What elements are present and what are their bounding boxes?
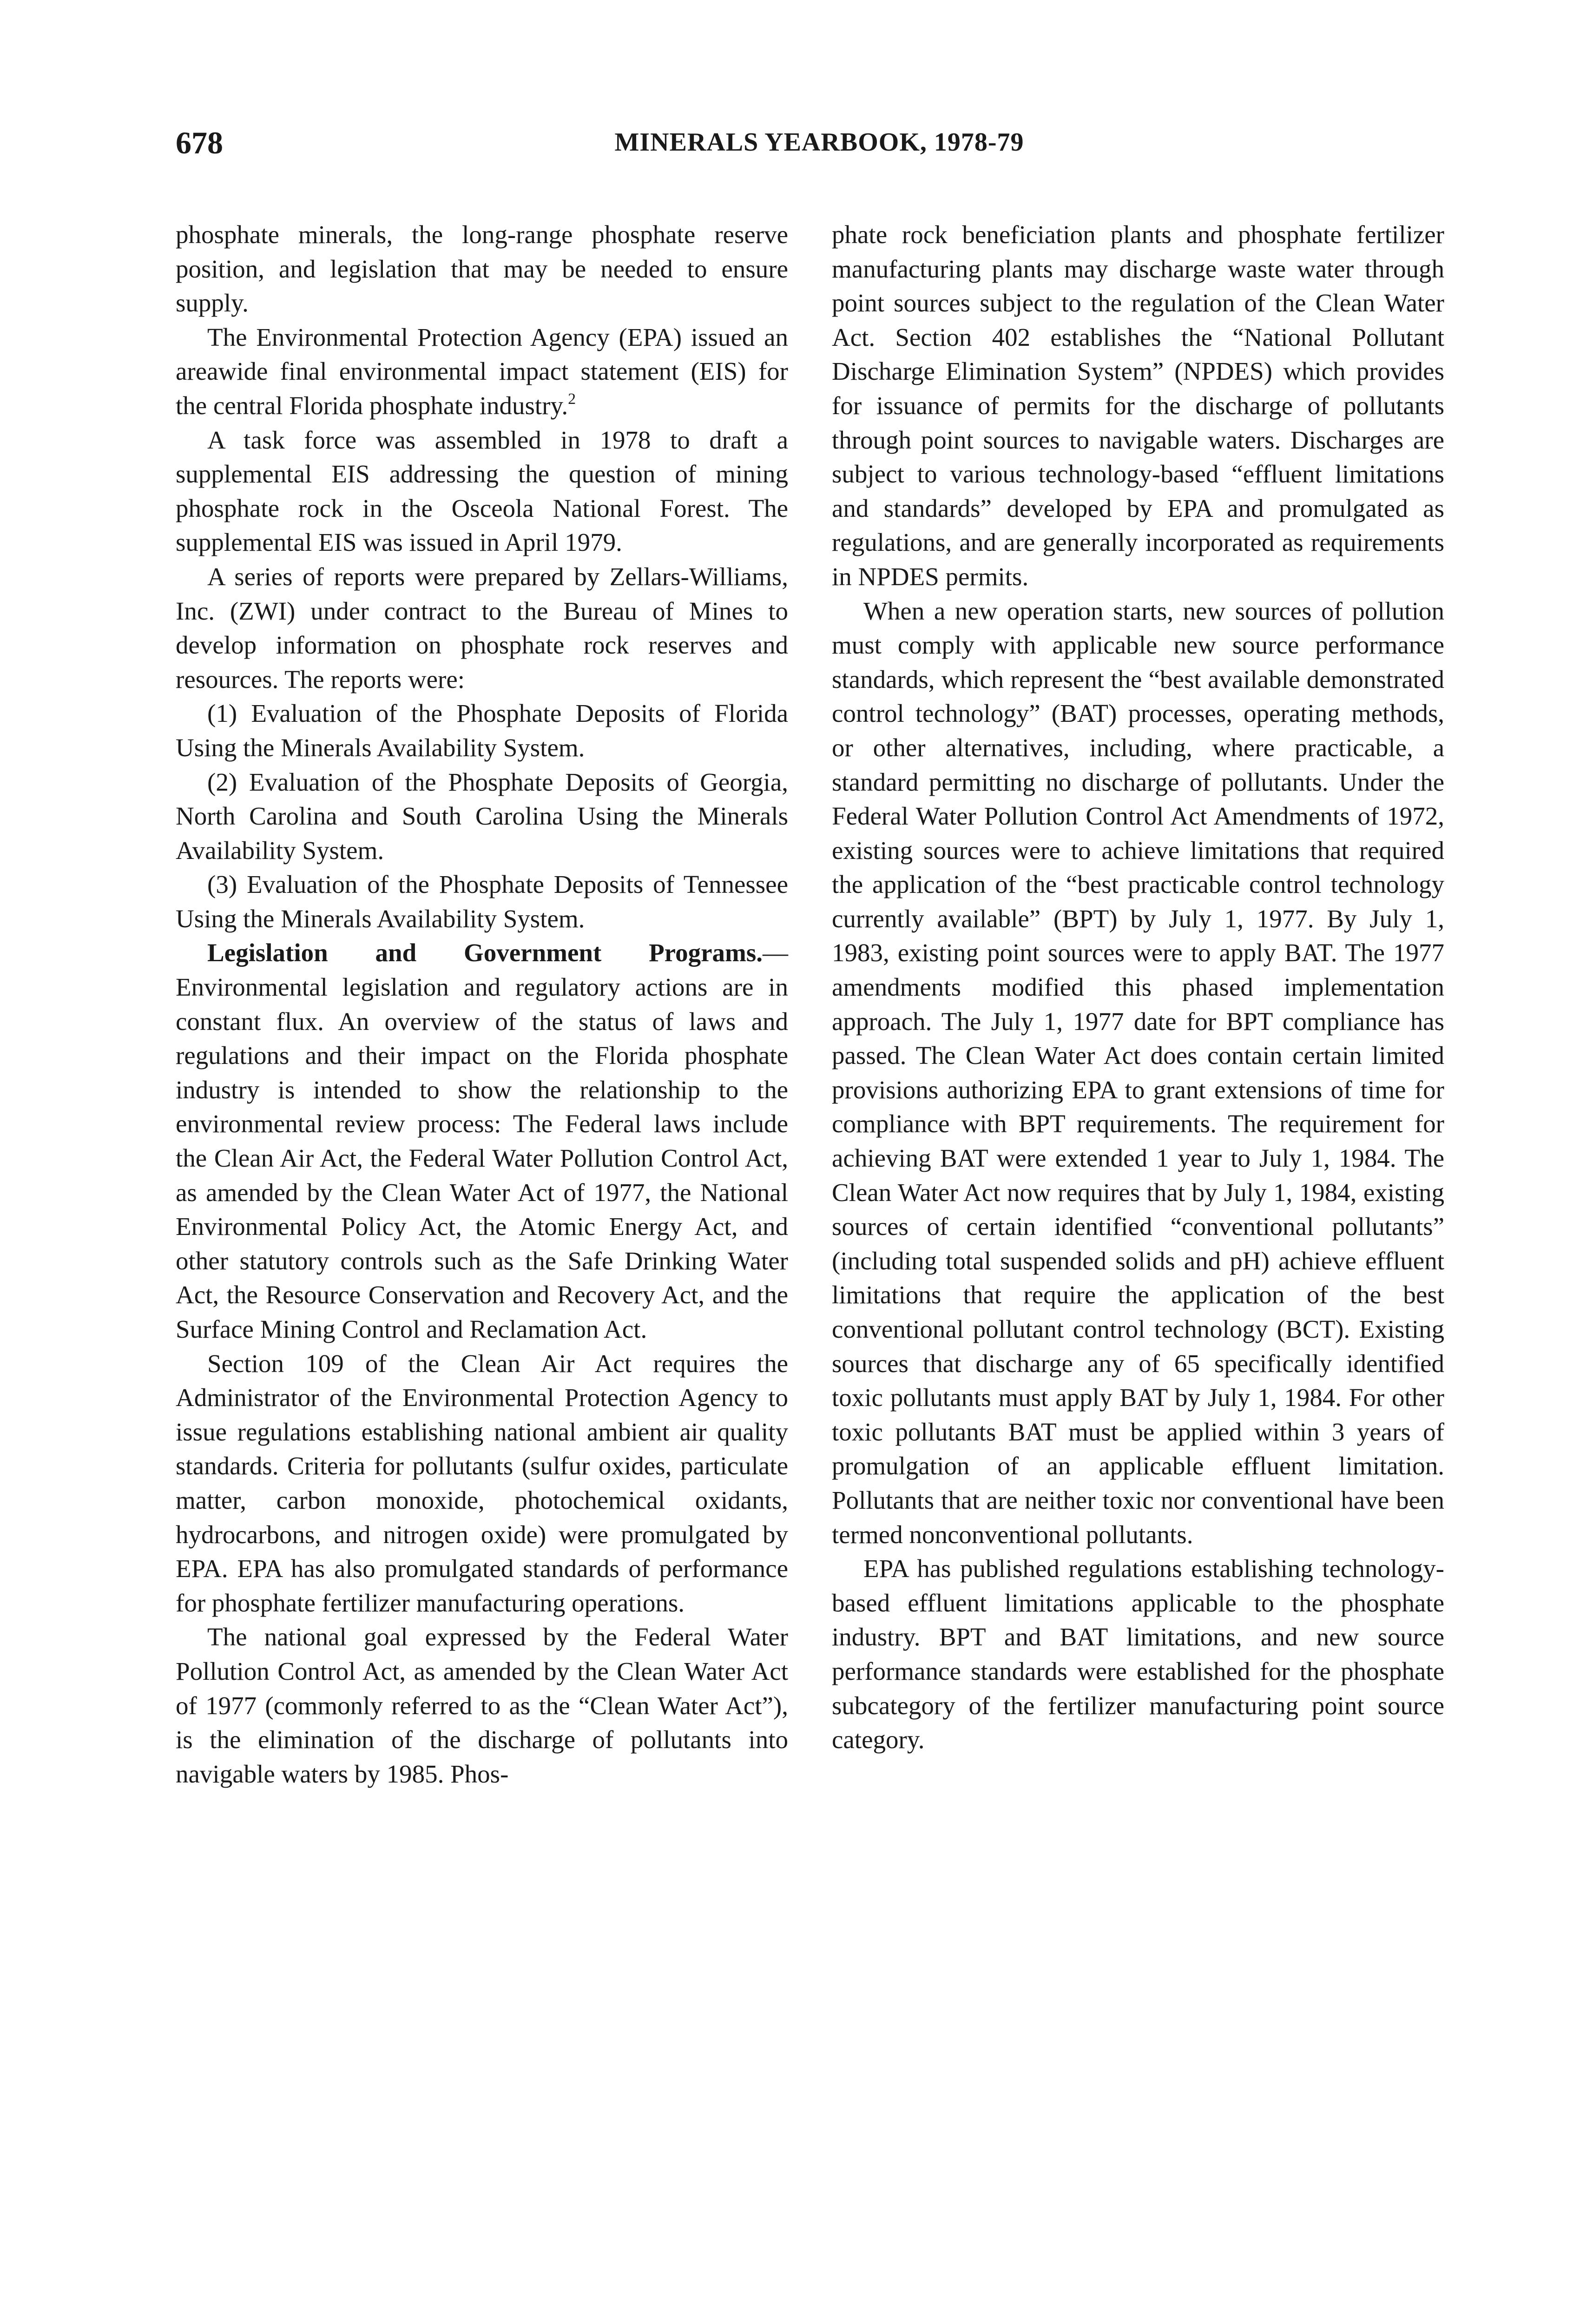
- paragraph: A series of reports were prepared by Zellars-Williams, Inc. (ZWI) under contract to the Bureau of Mines to develop information on phosphate rock reserves and resources. The reports were:: [176, 562, 788, 693]
- paragraph: A task force was assembled in 1978 to draft a supplemental EIS addressing the question of mining phosphate rock in the Osceola National Forest. The supplemental EIS was issued in April 1979.: [176, 425, 788, 557]
- page-header: [176, 125, 1463, 176]
- footnote-ref: 2: [568, 390, 576, 408]
- paragraph: When a new operation starts, new sources of pollution must comply with applicable new source performance standards, which represent the “best available demonstrated control technology” (BAT) processes, operating methods, or other alternatives, including, where practicable, a standard permitting no discharge of pollutants. Under the Federal Water Pollution Control Act Amendments of 1972, existing sources were to achieve limitations that required the application of the “best practicable control technology currently available” (BPT) by July 1, 1977. By July 1, 1983, existing point sources were to apply BAT. The 1977 amendments modified this phased implementation approach. The July 1, 1977 date for BPT compliance has passed. The Clean Water Act does contain certain limited provisions authorizing EPA to grant extensions of time for compliance with BPT requirements. The requirement for achieving BAT were extended 1 year to July 1, 1984. The Clean Water Act now requires that by July 1, 1984, existing sources of certain identified “conventional pollutants” (including total suspended solids and pH) achieve effluent limitations that require the application of the best conventional pollutant control technology (BCT). Existing sources that discharge any of 65 specifically identified toxic pollutants must apply BAT by July 1, 1984. For other toxic pollutants BAT must be applied within 3 years of promulgation of an applicable effluent limitation. Pollutants that are neither toxic nor conventional have been termed nonconventional pollutants.: [832, 596, 1444, 1549]
- paragraph: Section 109 of the Clean Air Act requires the Administrator of the Environmental Protection Agency to issue regulations establishing national ambient air quality standards. Criteria for pollutants (sulfur oxides, particulate matter, carbon monoxide, photochemical oxidants, hydrocarbons, and nitrogen oxide) were promulgated by EPA. EPA has also promulgated standards of performance for phosphate fertilizer manufacturing operations.: [176, 1349, 788, 1617]
- paragraph: [176, 936, 788, 1346]
- list-item: (2) Evaluation of the Phosphate Deposits of Georgia, North Carolina and South Carolina Using the Minerals Availability System.: [176, 767, 788, 865]
- running-head: MINERALS YEARBOOK, 1978-79: [614, 128, 1024, 157]
- list-item: (3) Evaluation of the Phosphate Deposits of Tennessee Using the Minerals Availability System.: [176, 870, 788, 933]
- paragraph: phosphate minerals, the long-range phosphate reserve position, and legislation that may be needed to ensure supply.: [176, 220, 788, 317]
- paragraph-text: —Environmental legislation and regulatory actions are in constant flux. An overview of the status of laws and regulations and their impact on the Florida phosphate industry is intended to show the relationship to the environmental review process: The Federal laws include the Clean Air Act, the Federal Water Pollution Control Act, as amended by the Clean Water Act of 1977, the National Environmental Policy Act, the Atomic Energy Act, and other statutory controls such as the Safe Drinking Water Act, the Resource Conservation and Recovery Act, and the Surface Mining Control and Reclamation Act.: [176, 938, 788, 1343]
- page-number: 678: [176, 125, 223, 160]
- paragraph-text: The Environmental Protection Agency (EPA) issued an areawide final environmental impact statement (EIS) for the central Florida phosphate industry.: [176, 323, 788, 420]
- section-heading: Legislation and Government Programs.: [207, 938, 763, 967]
- paragraph: EPA has published regulations establishing technology-based effluent limitations applicable to the phosphate industry. BPT and BAT limitations, and new source performance standards were established for the phosphate subcategory of the fertilizer manufacturing point source category.: [832, 1554, 1444, 1754]
- paragraph: The national goal expressed by the Federal Water Pollution Control Act, as amended by the Clean Water Act of 1977 (commonly referred to as the “Clean Water Act”), is the elimination of the discharge of pollutants into navigable waters by 1985. Phos-: [176, 1623, 788, 1788]
- list-item: (1) Evaluation of the Phosphate Deposits of Florida Using the Minerals Availability System.: [176, 699, 788, 762]
- paragraph: phate rock beneficiation plants and phosphate fertilizer manufacturing plants may discharge waste water through point sources subject to the regulation of the Clean Water Act. Section 402 establishes the “National Pollutant Discharge Elimination System” (NPDES) which provides for issuance of permits for the discharge of pollutants through point sources to navigable waters. Discharges are subject to various technology-based “effluent limitations and standards” developed by EPA and promulgated as regulations, and are generally incorporated as requirements in NPDES permits.: [832, 220, 1444, 591]
- left-column: [176, 218, 788, 1791]
- right-column: [832, 218, 1444, 1757]
- paragraph: [176, 320, 788, 423]
